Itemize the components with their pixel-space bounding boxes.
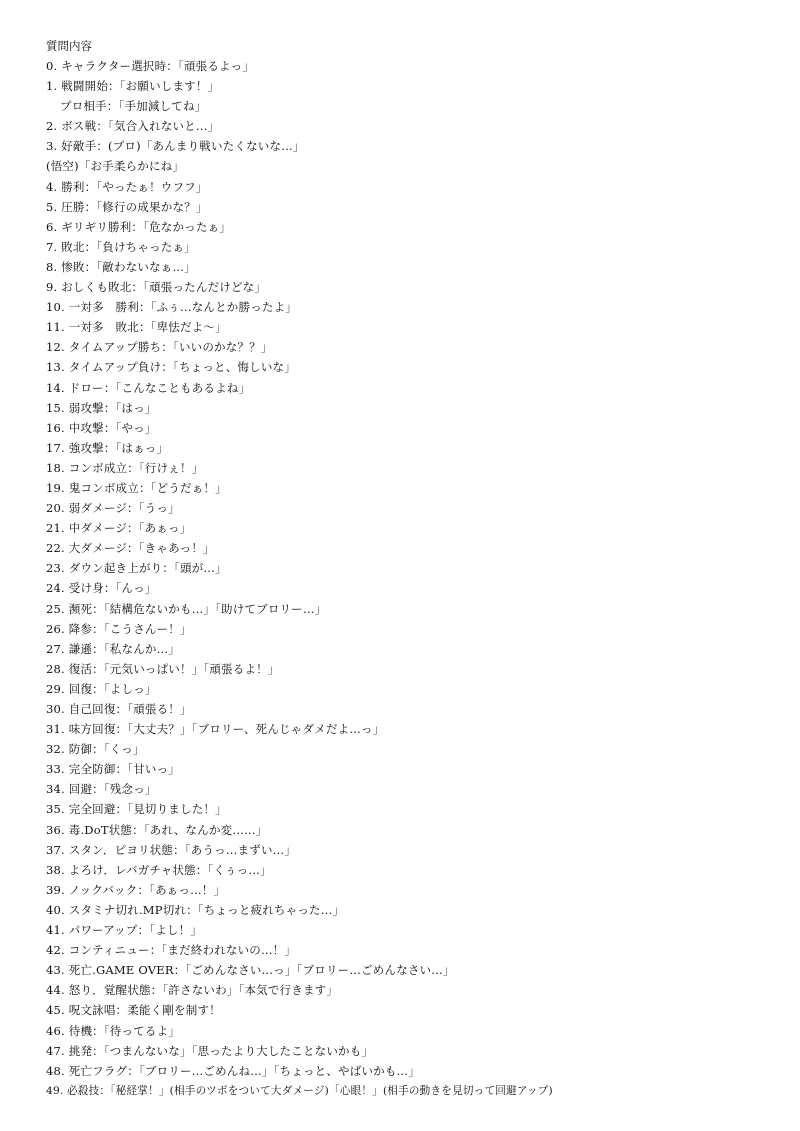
question-line: 11. 一対多 敗北：「卑怯だよ～」 [46,320,227,335]
question-line: 40. スタミナ切れ.MP切れ：「ちょっと疲れちゃった…」 [46,902,345,917]
question-line: 5. 圧勝：「修行の成果かな？」 [46,199,208,214]
question-line: プロ相手：「手加減してね」 [60,99,207,114]
question-line: 49. 必殺技：「秘経掌！」(相手のツボをついて大ダメージ)「心眼！」(相手の動きを見切って回避アップ) [46,1084,553,1097]
question-line: 2. ボス戦：「気合入れないと…」 [46,119,220,134]
question-line: 42. コンティニュー：「まだ終われないの…！」 [46,943,297,958]
question-line: 0. キャラクター選択時：「頑張るよっ」 [46,59,255,73]
question-line: 22. 大ダメージ：「きゃあっ！」 [46,541,215,556]
question-line: 36. 毒.DoT状態：「あれ、なんか変……」 [46,822,268,837]
question-line: 45. 呪文詠唱：柔能く剛を制す！ [46,1003,221,1018]
question-line: 38. よろけ．レバガチャ状態：「くぅっ…」 [46,862,272,877]
question-line: 34. 回避：「残念っ」 [46,782,157,797]
question-line: 9. おしくも敗北：「頑張ったんだけどな」 [46,280,267,295]
question-line: 13. タイムアップ負け：「ちょっと、悔しいな」 [46,360,296,375]
question-line: 3. 好敵手：(プロ)「あんまり戦いたくないな…」 [46,139,305,154]
question-line: 26. 降参：「こうさんー！」 [46,621,192,636]
question-line: 12. タイムアップ勝ち：「いいのかな？？」 [46,340,273,355]
question-line: 19. 鬼コンボ成立：「どうだぁ！」 [46,480,227,495]
question-list [46,56,800,1101]
question-line: 18. コンボ成立：「行けぇ！」 [46,460,204,475]
document-heading: 質問内容 [46,39,92,53]
question-line: 46. 待機：「待ってるよ」 [46,1023,180,1038]
question-line: 10. 一対多 勝利：「ふぅ…なんとか勝ったよ」 [46,300,297,315]
question-line: (悟空)「お手柔らかにね」 [46,159,185,174]
question-line: 20. 弱ダメージ：「うっ」 [46,501,180,516]
question-line: 4. 勝利：「やったぁ！ウフフ」 [46,179,208,194]
question-line: 21. 中ダメージ：「あぁっ」 [46,521,192,536]
question-line: 7. 敗北：「負けちゃったぁ」 [46,239,196,254]
question-line: 44. 怒り．覚醒状態：「許さないわ」「本気で行きます」 [46,983,339,998]
question-line: 15. 弱攻撃：「はっ」 [46,400,157,415]
question-line: 48. 死亡フラグ：「ブロリー…ごめんね…」「ちょっと、やばいかも…」 [46,1063,420,1078]
question-line: 25. 瀕死：「結構危ないかも…」「助けてブロリー…」 [46,601,327,616]
question-line: 24. 受け身：「んっ」 [46,581,157,596]
question-line: 23. ダウン起き上がり：「頭が…」 [46,561,227,576]
question-line: 28. 復活：「元気いっぱい！」「頑張るよ！」 [46,661,280,676]
question-line: 33. 完全防御：「甘いっ」 [46,762,180,777]
question-line: 32. 防御：「くっ」 [46,742,145,757]
question-line: 29. 回復：「よしっ」 [46,681,157,696]
question-line: 39. ノックバック：「あぁっ…！」 [46,882,226,897]
question-line: 41. パワーアップ：「よし！」 [46,923,203,938]
question-line: 16. 中攻撃：「やっ」 [46,420,157,435]
question-line: 8. 惨敗：「敵わないなぁ…」 [46,259,196,274]
question-line: 27. 謙遜：「私なんか…」 [46,641,180,656]
question-line: 31. 味方回復：「大丈夫？」「ブロリー、死んじゃダメだよ…っ」 [46,722,385,737]
question-line: 43. 死亡.GAME OVER：「ごめんなさい…っ」「ブロリー…ごめんなさい…」 [46,963,455,978]
question-line: 6. ギリギリ勝利：「危なかったぁ」 [46,219,231,234]
question-line: 35. 完全回避：「見切りました！」 [46,802,227,817]
question-line: 30. 自己回復：「頑張る！」 [46,702,192,716]
question-line: 14. ドロー：「こんなこともあるよね」 [46,380,251,395]
question-line: 1. 戦闘開始：「お願いします！」 [46,79,220,94]
question-line: 17. 強攻撃：「はぁっ」 [46,440,169,455]
question-line: 37. スタン．ピヨリ状態：「あうっ…まずい…」 [46,842,297,857]
question-line: 47. 挑発：「つまんないな」「思ったより大したことないかも」 [46,1043,374,1058]
